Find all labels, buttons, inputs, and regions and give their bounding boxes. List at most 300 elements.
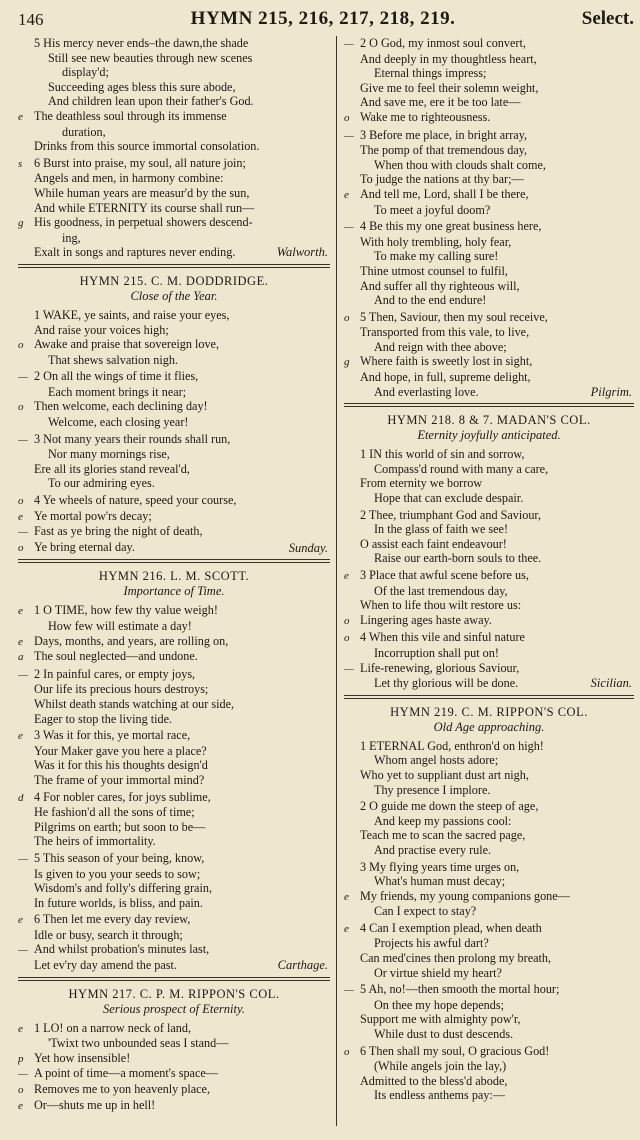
stanza bbox=[18, 667, 330, 726]
verse-text: Teach me to scan the sacred page, bbox=[360, 828, 526, 843]
dynamic-mark: — bbox=[344, 129, 354, 142]
verse-line bbox=[18, 942, 330, 958]
verse-text: Your Maker gave you here a place? bbox=[34, 743, 207, 758]
verse-text: Days, months, and years, are rolling on, bbox=[34, 633, 229, 648]
verse-line bbox=[18, 369, 330, 385]
dynamic-mark: — bbox=[18, 526, 28, 539]
verse-line bbox=[18, 1098, 330, 1114]
verse-line bbox=[344, 753, 634, 768]
verse-text: The soul neglected—and undone. bbox=[34, 649, 198, 664]
verse-line bbox=[18, 139, 330, 154]
verse-line bbox=[344, 598, 634, 613]
verse-line bbox=[18, 758, 330, 773]
verse-line bbox=[18, 896, 330, 911]
verse-line bbox=[18, 773, 330, 788]
verse-text: A point of time—a moment's space— bbox=[34, 1066, 218, 1081]
verse-text: Eternal things impress; bbox=[374, 66, 487, 81]
verse-text: 4 Be this my one great business here, bbox=[360, 219, 542, 234]
verse-text: 2 Thee, triumphant God and Saviour, bbox=[360, 507, 542, 522]
verse-text: In the glass of faith we see! bbox=[374, 522, 509, 537]
hymn-stanzas bbox=[344, 447, 634, 691]
verse-line bbox=[344, 860, 634, 875]
dynamic-mark: g bbox=[18, 217, 24, 230]
verse-text: Thy presence I implore. bbox=[374, 782, 491, 797]
verse-text: Compass'd round with many a care, bbox=[374, 461, 549, 476]
verse-text: And to the end endure! bbox=[374, 293, 487, 308]
verse-line bbox=[18, 805, 330, 820]
verse-text: (While angels join the lay,) bbox=[374, 1059, 507, 1074]
verse-text: My friends, my young companions gone— bbox=[360, 888, 570, 903]
verse-line bbox=[18, 851, 330, 867]
verse-text: 3 My flying years time urges on, bbox=[360, 859, 520, 874]
stanza bbox=[344, 1044, 634, 1103]
verse-line bbox=[18, 36, 330, 51]
verse-text: When thou with clouds shalt come, bbox=[374, 157, 546, 172]
verse-line bbox=[18, 308, 330, 323]
hymn-215 bbox=[18, 264, 330, 556]
dynamic-mark: o bbox=[344, 614, 350, 627]
verse-text: While human years are measur'd by the sun, bbox=[34, 185, 250, 200]
verse-line bbox=[344, 293, 634, 308]
verse-line bbox=[344, 1059, 634, 1074]
verse-line bbox=[344, 522, 634, 537]
verse-line bbox=[18, 94, 330, 109]
verse-line bbox=[344, 1088, 634, 1103]
verse-text: 3 Was it for this, ye mortal race, bbox=[34, 728, 191, 743]
verse-line bbox=[18, 1021, 330, 1037]
verse-text: 6 Then shall my soul, O gracious God! bbox=[360, 1043, 550, 1058]
verse-text: 1 O TIME, how few thy value weigh! bbox=[34, 603, 218, 618]
verse-line bbox=[344, 951, 634, 966]
dynamic-mark: — bbox=[18, 371, 28, 384]
hymn-heading: HYMN 218. 8 & 7. MADAN'S COL. bbox=[387, 413, 591, 428]
verse-line bbox=[344, 982, 634, 998]
verse-text: Or virtue shield my heart? bbox=[374, 965, 502, 980]
verse-text: Still see new beauties through new scenes bbox=[48, 50, 253, 65]
stanza bbox=[344, 219, 634, 308]
verse-line bbox=[18, 928, 330, 943]
verse-text: Ere all its glories stand reveal'd, bbox=[34, 461, 190, 476]
dynamic-mark: o bbox=[344, 111, 350, 124]
stanza bbox=[344, 739, 634, 797]
dynamic-mark: e bbox=[18, 1022, 23, 1035]
verse-text: Admitted to the bless'd abode, bbox=[360, 1073, 508, 1088]
verse-text: Let thy glorious will be done. bbox=[374, 676, 519, 691]
hymn-subtitle: Close of the Year. bbox=[130, 288, 218, 303]
stanza bbox=[18, 432, 330, 491]
verse-text: Pilgrims on earth; but soon to be— bbox=[34, 819, 206, 834]
verse-line bbox=[18, 1036, 330, 1051]
verse-line bbox=[18, 682, 330, 697]
verse-text: What's human must decay; bbox=[374, 874, 506, 889]
verse-line bbox=[344, 172, 634, 187]
verse-text: display'd; bbox=[62, 65, 109, 80]
hymn-stanzas bbox=[18, 1021, 330, 1114]
dynamic-mark: e bbox=[18, 635, 23, 648]
verse-text: To our admiring eyes. bbox=[48, 476, 155, 491]
dynamic-mark: e bbox=[18, 605, 23, 618]
dynamic-mark: e bbox=[18, 110, 23, 123]
verse-line bbox=[344, 187, 634, 203]
dynamic-mark: e bbox=[344, 570, 349, 582]
verse-text: Can med'cines then prolong my breath, bbox=[360, 951, 552, 966]
stanza bbox=[18, 851, 330, 910]
stanza bbox=[18, 790, 330, 849]
verse-text: The heirs of immortality. bbox=[34, 834, 156, 849]
verse-line bbox=[18, 447, 330, 462]
hymn-rule bbox=[344, 695, 634, 699]
verse-line bbox=[344, 739, 634, 754]
verse-line bbox=[344, 128, 634, 144]
verse-text: The deathless soul through its immense bbox=[34, 108, 227, 123]
tune-name: Sicilian. bbox=[587, 676, 632, 691]
verse-text: Hope that can exclude despair. bbox=[374, 491, 524, 506]
verse-text: Awake and praise that sovereign love, bbox=[34, 337, 220, 352]
stanza bbox=[344, 36, 634, 126]
stanza bbox=[18, 603, 330, 664]
dynamic-mark: o bbox=[344, 311, 350, 324]
dynamic-mark: e bbox=[344, 890, 349, 903]
dynamic-mark: e bbox=[18, 730, 23, 743]
verse-text: 2 O God, my inmost soul convert, bbox=[360, 36, 526, 50]
verse-line bbox=[18, 186, 330, 201]
dynamic-mark: o bbox=[18, 541, 24, 554]
verse-text: And whilst probation's minutes last, bbox=[34, 942, 210, 957]
verse-text: Incorruption shall put on! bbox=[374, 645, 499, 660]
verse-text: And children lean upon their father's God. bbox=[48, 94, 254, 109]
verse-text: Wisdom's and folly's differing grain, bbox=[34, 881, 212, 896]
dynamic-mark: g bbox=[344, 356, 350, 369]
verse-text: The pomp of that tremendous day, bbox=[360, 143, 528, 158]
verse-text: That shews salvation nigh. bbox=[48, 352, 178, 367]
verse-line bbox=[344, 110, 634, 126]
verse-line bbox=[18, 1066, 330, 1082]
hymn-stanzas bbox=[18, 603, 330, 972]
verse-line bbox=[344, 325, 634, 340]
verse-line bbox=[344, 551, 634, 566]
verse-line bbox=[344, 264, 634, 279]
hymn-214-continuation bbox=[18, 36, 330, 260]
verse-line bbox=[18, 667, 330, 683]
verse-line bbox=[344, 1074, 634, 1089]
verse-text: 5 This season of your being, know, bbox=[34, 850, 205, 865]
hymn-rule bbox=[344, 403, 634, 407]
verse-text: Nor many mornings rise, bbox=[48, 447, 170, 462]
verse-line bbox=[18, 231, 330, 246]
verse-line bbox=[344, 52, 634, 67]
verse-line bbox=[344, 936, 634, 951]
verse-text: Life-renewing, glorious Saviour, bbox=[360, 660, 520, 675]
verse-text: 5 His mercy never ends–the dawn,the shade bbox=[34, 36, 249, 50]
verse-line bbox=[18, 540, 330, 556]
dynamic-mark: — bbox=[18, 944, 28, 957]
verse-text: And raise your voices high; bbox=[34, 322, 169, 337]
verse-line bbox=[18, 1051, 330, 1067]
hymn-stanzas bbox=[344, 739, 634, 1103]
verse-line bbox=[344, 998, 634, 1013]
verse-line bbox=[344, 768, 634, 783]
verse-line bbox=[344, 310, 634, 326]
verse-line bbox=[344, 783, 634, 798]
verse-line bbox=[344, 370, 634, 385]
column-divider bbox=[336, 36, 337, 1126]
hymn-stanzas bbox=[18, 308, 330, 556]
verse-line bbox=[18, 385, 330, 400]
stanza bbox=[18, 369, 330, 429]
verse-line bbox=[344, 1044, 634, 1060]
verse-line bbox=[344, 95, 634, 110]
verse-text: Of the last tremendous day, bbox=[374, 583, 508, 598]
section-label: Select. bbox=[581, 8, 634, 29]
verse-line bbox=[18, 493, 330, 509]
stanza bbox=[18, 308, 330, 367]
verse-line bbox=[18, 353, 330, 368]
stanza bbox=[344, 568, 634, 628]
stanza bbox=[18, 912, 330, 972]
verse-line bbox=[344, 279, 634, 294]
dynamic-mark: — bbox=[344, 662, 354, 675]
verse-text: Is given to you your seeds to sow; bbox=[34, 866, 201, 881]
verse-line bbox=[344, 828, 634, 843]
verse-text: And tell me, Lord, shall I be there, bbox=[360, 186, 529, 201]
verse-text: And deeply in my thoughtless heart, bbox=[360, 51, 537, 66]
verse-line bbox=[18, 65, 330, 80]
verse-text: And keep my passions cool: bbox=[374, 813, 512, 828]
hymn-217 bbox=[18, 977, 330, 1114]
verse-line bbox=[344, 904, 634, 919]
dynamic-mark: e bbox=[18, 510, 23, 523]
stanza bbox=[344, 310, 634, 400]
verse-text: 4 Can I exemption plead, when death bbox=[360, 920, 542, 935]
verse-line bbox=[18, 171, 330, 186]
stanza bbox=[344, 630, 634, 690]
verse-line bbox=[18, 697, 330, 712]
verse-text: Welcome, each closing year! bbox=[48, 415, 189, 430]
verse-text: 1 IN this world of sin and sorrow, bbox=[360, 447, 525, 462]
verse-text: Eager to stop the living tide. bbox=[34, 711, 173, 726]
verse-text: Who yet to suppliant dust art nigh, bbox=[360, 767, 529, 782]
verse-text: Or—shuts me up in hell! bbox=[34, 1097, 156, 1112]
verse-text: Fast as ye bring the night of death, bbox=[34, 524, 203, 539]
verse-line bbox=[344, 36, 634, 52]
verse-text: And hope, in full, supreme delight, bbox=[360, 370, 531, 385]
stanza bbox=[344, 860, 634, 919]
dynamic-mark: — bbox=[18, 433, 28, 446]
verse-text: Then welcome, each declining day! bbox=[34, 399, 208, 414]
verse-line bbox=[344, 508, 634, 523]
verse-text: In future worlds, is bliss, and pain. bbox=[34, 895, 203, 910]
verse-text: Raise our earth-born souls to thee. bbox=[374, 551, 542, 566]
verse-line bbox=[18, 125, 330, 140]
verse-line bbox=[18, 432, 330, 448]
verse-line bbox=[18, 649, 330, 665]
verse-line bbox=[344, 843, 634, 858]
stanza bbox=[344, 128, 634, 218]
verse-line bbox=[18, 337, 330, 353]
verse-text: Support me with almighty pow'r, bbox=[360, 1012, 521, 1027]
verse-line bbox=[18, 834, 330, 849]
verse-text: Ye bring eternal day. bbox=[34, 539, 135, 554]
verse-text: And practise every rule. bbox=[374, 842, 492, 857]
verse-text: Its endless anthems pay:— bbox=[374, 1088, 505, 1103]
dynamic-mark: o bbox=[18, 401, 24, 414]
right-column bbox=[344, 36, 634, 1105]
verse-text: O assist each faint endeavour! bbox=[360, 536, 507, 551]
tune-name: Carthage. bbox=[274, 958, 328, 973]
dynamic-mark: o bbox=[18, 339, 24, 352]
verse-text: Removes me to yon heavenly place, bbox=[34, 1082, 210, 1097]
verse-line bbox=[18, 744, 330, 759]
dynamic-mark: o bbox=[344, 1045, 350, 1058]
verse-line bbox=[344, 921, 634, 937]
page-header bbox=[12, 4, 634, 34]
verse-line bbox=[18, 603, 330, 619]
dynamic-mark: — bbox=[344, 984, 354, 997]
verse-text: 1 WAKE, ye saints, and raise your eyes, bbox=[34, 307, 230, 322]
page-number: 146 bbox=[18, 10, 44, 29]
verse-text: Thine utmost counsel to fulfil, bbox=[360, 263, 508, 278]
verse-line bbox=[18, 476, 330, 491]
hymn-216 bbox=[18, 559, 330, 972]
verse-text: And suffer all thy righteous will, bbox=[360, 278, 520, 293]
verse-text: Angels and men, in harmony combine: bbox=[34, 171, 224, 186]
stanza bbox=[344, 508, 634, 566]
verse-text: To meet a joyful doom? bbox=[374, 202, 491, 217]
verse-text: 2 In painful cares, or empty joys, bbox=[34, 666, 196, 681]
tune-name: Pilgrim. bbox=[587, 385, 632, 400]
verse-line bbox=[344, 235, 634, 250]
verse-line bbox=[18, 109, 330, 125]
stanza bbox=[344, 982, 634, 1041]
verse-text: 1 ETERNAL God, enthron'd on high! bbox=[360, 738, 544, 753]
verse-text: Idle or busy, search it through; bbox=[34, 927, 183, 942]
verse-line bbox=[18, 790, 330, 806]
verse-line bbox=[344, 1012, 634, 1027]
verse-text: Can I expect to stay? bbox=[374, 904, 477, 919]
verse-text: Lingering ages haste away. bbox=[360, 612, 492, 627]
stanza bbox=[18, 493, 330, 555]
verse-text: Exalt in songs and raptures never ending. bbox=[34, 245, 236, 260]
stanza bbox=[344, 921, 634, 980]
dynamic-mark: o bbox=[18, 495, 24, 508]
dynamic-mark: e bbox=[344, 188, 349, 201]
verse-text: 3 Before me place, in bright array, bbox=[360, 127, 528, 142]
verse-text: Ye mortal pow'rs decay; bbox=[34, 508, 152, 523]
verse-line bbox=[344, 476, 634, 491]
verse-line bbox=[18, 712, 330, 727]
hymn-heading: HYMN 219. C. M. RIPPON'S COL. bbox=[390, 704, 588, 719]
dynamic-mark: — bbox=[18, 1068, 28, 1081]
dynamic-mark: d bbox=[18, 791, 24, 804]
verse-line bbox=[18, 509, 330, 525]
verse-line bbox=[18, 323, 330, 338]
dynamic-mark: e bbox=[18, 914, 23, 927]
verse-text: 6 Burst into praise, my soul, all nature join; bbox=[34, 155, 246, 170]
verse-line bbox=[344, 874, 634, 889]
stanza bbox=[18, 728, 330, 787]
verse-text: Projects his awful dart? bbox=[374, 936, 489, 951]
verse-line bbox=[18, 156, 330, 172]
verse-text: When to life thou wilt restore us: bbox=[360, 598, 522, 613]
verse-line bbox=[18, 1082, 330, 1098]
tune-name: Walworth. bbox=[273, 245, 328, 260]
verse-line bbox=[344, 799, 634, 814]
verse-line bbox=[344, 568, 634, 584]
verse-text: Yet how insensible! bbox=[34, 1050, 131, 1065]
verse-line bbox=[344, 447, 634, 462]
verse-text: On thee my hope depends; bbox=[374, 997, 504, 1012]
verse-line bbox=[18, 634, 330, 650]
verse-text: 4 When this vile and sinful nature bbox=[360, 630, 525, 645]
verse-line bbox=[344, 219, 634, 235]
verse-text: Our life its precious hours destroys; bbox=[34, 682, 209, 697]
verse-line bbox=[18, 820, 330, 835]
hymn-heading: HYMN 216. L. M. SCOTT. bbox=[98, 569, 250, 584]
hymn-heading: HYMN 217. C. P. M. RIPPON'S COL. bbox=[68, 986, 280, 1001]
verse-line bbox=[18, 215, 330, 231]
verse-text: He fashion'd all the sons of time; bbox=[34, 805, 195, 820]
hymn-subtitle: Importance of Time. bbox=[123, 584, 225, 599]
verse-line bbox=[344, 249, 634, 264]
verse-line bbox=[18, 524, 330, 540]
verse-line bbox=[18, 728, 330, 744]
dynamic-mark: — bbox=[18, 852, 28, 865]
verse-text: While dust to dust descends. bbox=[374, 1027, 514, 1042]
hymn-rule bbox=[18, 977, 330, 981]
verse-text: Succeeding ages bless this sure abode, bbox=[48, 79, 236, 94]
verse-line bbox=[18, 867, 330, 882]
verse-text: ing, bbox=[62, 230, 81, 245]
verse-text: Where faith is sweetly lost in sight, bbox=[360, 354, 533, 369]
dynamic-mark: — bbox=[18, 668, 28, 681]
hymn-rule bbox=[18, 264, 330, 268]
verse-text: 4 Ye wheels of nature, speed your course, bbox=[34, 493, 237, 508]
verse-text: To judge the nations at thy bar;— bbox=[360, 172, 524, 187]
hymn-219 bbox=[344, 695, 634, 1103]
dynamic-mark: o bbox=[18, 1084, 24, 1097]
verse-line bbox=[344, 143, 634, 158]
verse-text: And while ETERNITY its course shall run— bbox=[34, 200, 255, 215]
verse-line bbox=[344, 646, 634, 661]
stanza bbox=[344, 799, 634, 857]
verse-line bbox=[344, 1027, 634, 1042]
verse-text: Was it for this his thoughts design'd bbox=[34, 758, 208, 773]
left-column bbox=[18, 36, 330, 1115]
verse-text: 1 LO! on a narrow neck of land, bbox=[34, 1020, 192, 1035]
stanza bbox=[18, 1021, 330, 1114]
verse-line bbox=[18, 912, 330, 928]
verse-text: And reign with thee above; bbox=[374, 339, 507, 354]
stanza bbox=[18, 36, 330, 154]
verse-text: 2 On all the wings of time it flies, bbox=[34, 369, 199, 384]
verse-text: 'Twixt two unbounded seas I stand— bbox=[48, 1036, 229, 1051]
dynamic-mark: o bbox=[344, 632, 350, 645]
verse-text: From eternity we borrow bbox=[360, 476, 483, 491]
verse-text: To make my calling sure! bbox=[374, 249, 499, 264]
hymn-heading: HYMN 215. C. M. DODDRIDGE. bbox=[79, 273, 269, 288]
verse-line bbox=[344, 340, 634, 355]
hymn-subtitle: Old Age approaching. bbox=[433, 719, 545, 734]
verse-line bbox=[18, 399, 330, 415]
stanza bbox=[344, 447, 634, 505]
verse-line bbox=[344, 354, 634, 370]
dynamic-mark: a bbox=[18, 651, 24, 664]
verse-text: 6 Then let me every day review, bbox=[34, 912, 191, 927]
verse-text: 3 Place that awful scene before us, bbox=[360, 568, 529, 582]
verse-line bbox=[18, 201, 330, 216]
verse-line bbox=[18, 881, 330, 896]
verse-line bbox=[18, 462, 330, 477]
